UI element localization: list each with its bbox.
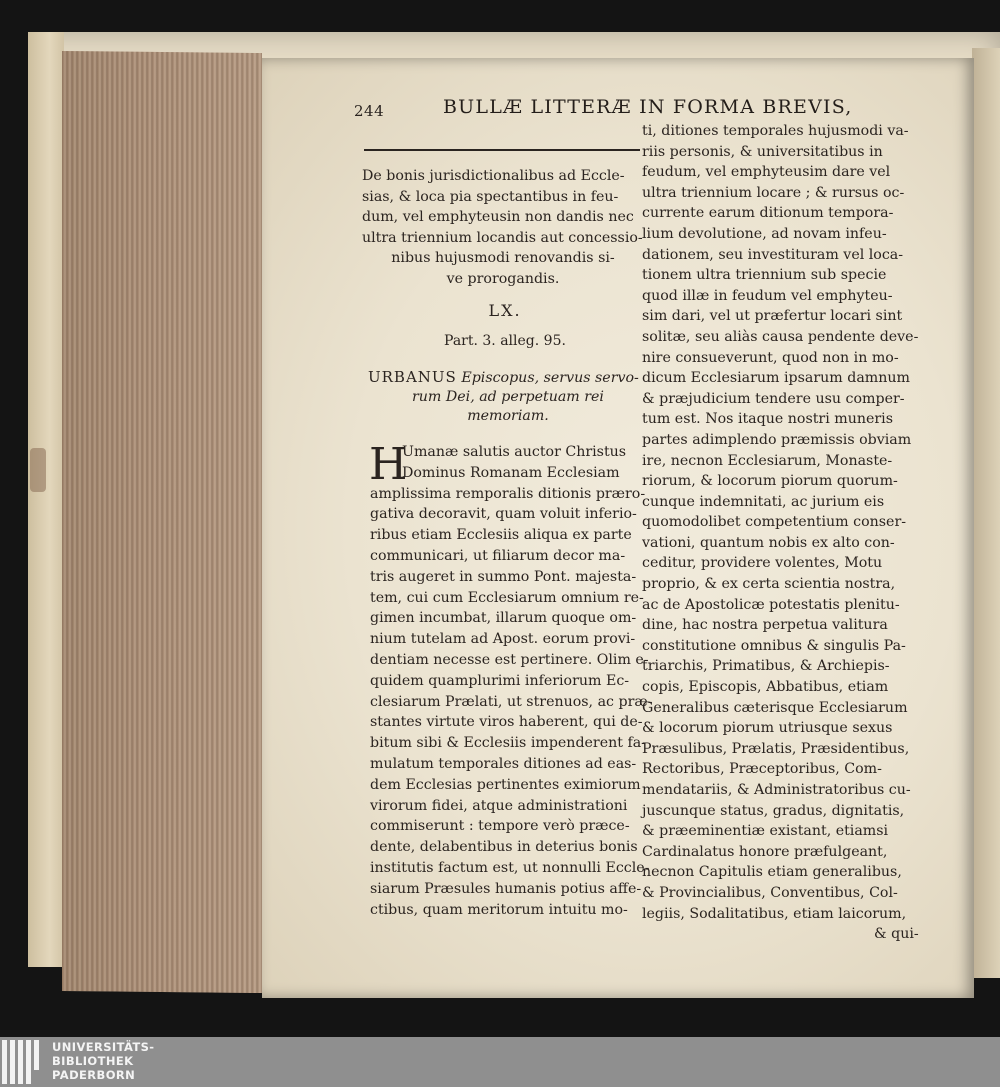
text-line: cunque indemnitati, ac jurium eis — [642, 493, 885, 510]
text-line: feudum, vel emphyteusim dare vel — [642, 164, 891, 181]
text-line: currente earum ditionum tempora- — [642, 205, 894, 222]
right-page-edge — [972, 48, 1000, 978]
text-line: quomodolibet competentium conser- — [642, 514, 907, 531]
text-line: siarum Præsules humanis potius affe- — [370, 880, 642, 897]
text-line: ceditur, providere volentes, Motu — [642, 555, 883, 572]
text-line: bitum sibi & Ecclesiis impenderent fa- — [370, 735, 646, 752]
summary-line: De bonis jurisdictionalibus ad Eccle- — [362, 168, 625, 184]
text-line: sim dari, vel ut præfertur locari sint — [642, 308, 903, 325]
text-line: dine, hac nostra perpetua valitura — [642, 617, 888, 634]
text-line: tum est. Nos itaque nostri muneris — [642, 411, 893, 428]
logo-line: UNIVERSITÄTS- — [52, 1040, 155, 1054]
text-line: commiserunt : tempore verò præce- — [370, 818, 630, 835]
text-line: communicari, ut filiarum decor ma- — [370, 547, 626, 564]
text-line: triarchis, Primatibus, & Archiepis- — [642, 658, 890, 675]
intro-line: Episcopus, servus servo- — [461, 370, 639, 386]
library-logo-text — [52, 1040, 154, 1082]
cover-edge — [28, 32, 64, 967]
text-line: amplissima remporalis ditionis præro- — [370, 485, 646, 502]
text-line: Rectoribus, Præceptoribus, Com- — [642, 761, 882, 778]
text-line: juscunque status, gradus, dignitatis, — [642, 802, 905, 819]
text-line: gativa decoravit, quam voluit inferio- — [370, 506, 637, 523]
text-line: necnon Capitulis etiam generalibus, — [642, 864, 902, 881]
text-line: & præjudicium tendere usu comper- — [642, 390, 905, 407]
text-line: ac de Apostolicæ potestatis plenitu- — [642, 596, 900, 613]
text-line: legiis, Sodalitatibus, etiam laicorum, — [642, 905, 907, 922]
intro-line: memoriam. — [467, 408, 549, 424]
section-summary — [362, 166, 644, 290]
text-line: tionem ultra triennium sub specie — [642, 267, 887, 284]
text-line: gimen incumbat, illarum quoque om- — [370, 610, 637, 627]
text-line: riorum, & locorum piorum quorum- — [642, 473, 898, 490]
text-line: Cardinalatus honore præfulgeant, — [642, 843, 888, 860]
summary-line: ultra triennium locandis aut concessio- — [362, 229, 643, 246]
text-line: nire consueverunt, quod non in mo- — [642, 349, 899, 366]
text-line: riis personis, & universitatibus in — [642, 143, 883, 160]
text-line: virorum fidei, atque administrationi — [370, 797, 628, 814]
header-rule — [364, 149, 640, 151]
pope-name: URBANUS — [368, 368, 457, 386]
section-number: LX. — [488, 301, 522, 320]
bull-intro — [368, 368, 648, 426]
text-line: ire, necnon Ecclesiarum, Monaste- — [642, 452, 893, 469]
catchword: & qui- — [874, 926, 919, 943]
text-line: ti, ditiones temporales hujusmodi va- — [642, 123, 909, 139]
text-line: dationem, seu investituram vel loca- — [642, 246, 904, 263]
text-line: lium devolutione, ad novam infeu- — [642, 225, 887, 242]
logo-line: PADERBORN — [52, 1068, 136, 1082]
text-line: Præsulibus, Prælatis, Præsidentibus, — [642, 740, 910, 757]
summary-line: ve prorogandis. — [446, 270, 560, 287]
text-line: mendatariis, & Administratoribus cu- — [642, 782, 911, 798]
text-line: tem, cui cum Ecclesiarum omnium re- — [370, 589, 644, 606]
text-line: constitutione omnibus & singulis Pa- — [642, 637, 906, 654]
intro-line: rum Dei, ad perpetuam rei — [412, 389, 604, 405]
text-line: copis, Episcopis, Abbatibus, etiam — [642, 679, 889, 696]
text-line: quidem quamplurimi inferiorum Ec- — [370, 672, 630, 689]
text-line: clesiarum Prælati, ut strenuos, ac præ- — [370, 693, 653, 710]
text-line: stantes virtute viros haberent, qui de- — [370, 714, 643, 731]
summary-line: nibus hujusmodi renovandis si- — [391, 250, 615, 267]
text-line: proprio, & ex certa scientia nostra, — [642, 576, 896, 593]
text-line: dicum Ecclesiarum ipsarum damnum — [642, 370, 910, 387]
text-line: Umanæ salutis auctor Christus — [402, 444, 627, 460]
page-block-edge — [62, 51, 262, 993]
text-line: ribus etiam Ecclesiis aliqua ex parte — [370, 527, 632, 544]
text-line: & præeminentiæ existant, etiamsi — [642, 823, 889, 840]
text-line: Dominus Romanam Ecclesiam — [402, 464, 620, 481]
text-line: dente, delabentibus in deterius bonis — [370, 839, 638, 856]
part-reference: Part. 3. alleg. 95. — [444, 333, 566, 349]
text-line: & locorum piorum utriusque sexus — [642, 720, 893, 737]
text-line: quod illæ in feudum vel emphyteu- — [642, 287, 893, 304]
logo-line: BIBLIOTHEK — [52, 1054, 134, 1068]
running-head: BULLÆ LITTERÆ IN FORMA BREVIS, — [443, 96, 853, 118]
drop-cap: H — [369, 439, 408, 490]
right-column-body — [642, 121, 920, 945]
text-line: dentiam necesse est pertinere. Olim e- — [370, 651, 649, 668]
cover-stain — [30, 448, 46, 492]
left-column-body — [369, 439, 653, 920]
text-line: mulatum temporales ditiones ad eas- — [370, 755, 637, 772]
library-logo-icon — [2, 1040, 48, 1084]
text-line: dem Ecclesias pertinentes eximiorum — [370, 776, 641, 793]
summary-line: sias, & loca pia spectantibus in feu- — [362, 188, 619, 205]
text-line: nium tutelam ad Apost. eorum provi- — [370, 631, 636, 648]
text-line: Generalibus cæterisque Ecclesiarum — [642, 699, 908, 716]
page-number: 244 — [354, 102, 385, 120]
text-line: ctibus, quam meritorum intuitu mo- — [370, 901, 628, 918]
text-line: institutis factum est, ut nonnulli Eccle- — [370, 859, 650, 876]
summary-line: dum, vel emphyteusin non dandis nec — [362, 209, 634, 226]
text-line: tris augeret in summo Pont. majesta- — [370, 568, 637, 585]
text-line: vationi, quantum nobis ex alto con- — [642, 534, 895, 551]
text-line: & Provincialibus, Conventibus, Col- — [642, 884, 898, 901]
text-line: solitæ, seu aliàs causa pendente deve- — [642, 328, 919, 345]
text-line: partes adimplendo præmissis obviam — [642, 431, 912, 448]
text-line: ultra triennium locare ; & rursus oc- — [642, 184, 905, 201]
